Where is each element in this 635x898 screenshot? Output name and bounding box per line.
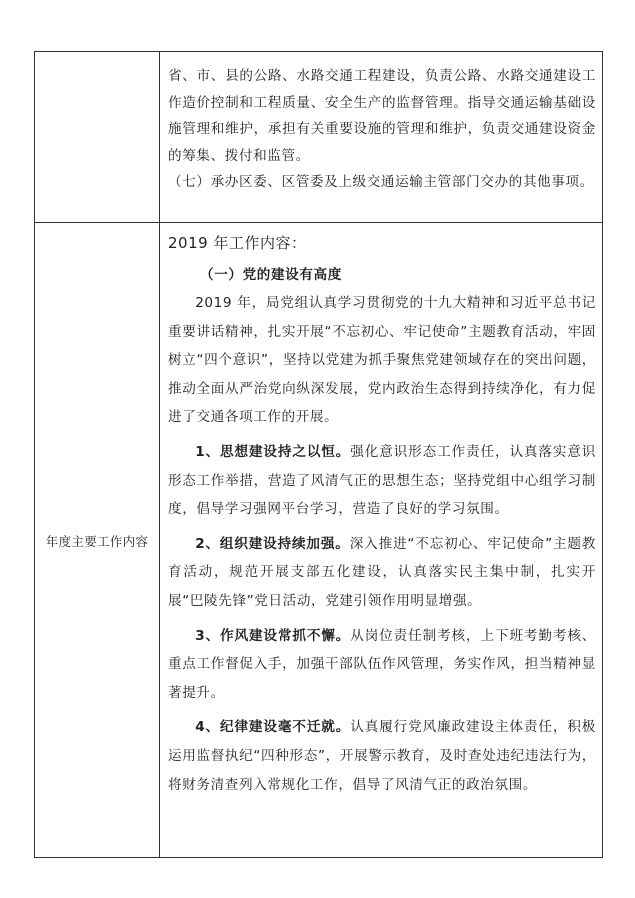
item-paragraph [168, 622, 596, 708]
row2-content-cell [160, 223, 602, 799]
item-text: 强化意识形态工作责任，认真落实意识形态工作举措，营造了风清气正的思想生态；坚持党组中心组学习制度，倡导学习强网平台学习，营造了良好的学习氛围。 [168, 443, 596, 518]
item-text: 深入推进“不忘初心、牢记使命”主题教育活动，规范开展支部五化建设，认真落实民主集中制，扎实开展“巴陵先锋”党日活动，党建引领作用明显增强。 [168, 535, 597, 609]
item-title: 3、作风建设常抓不懈。 [195, 627, 351, 644]
row1-content-cell [160, 52, 602, 196]
section-heading: 2019 年工作内容： [168, 234, 307, 252]
item-paragraph [168, 713, 596, 799]
item-text: 认真履行党风廉政建设主体责任，积极运用监督执纪“四种形态”，开展警示教育，及时查处违纪违法行为，将财务清查列入常规化工作，倡导了风清气正的政治氛围。 [168, 719, 596, 793]
item-text: 从岗位责任制考核，上下班考勤考核、重点工作督促入手，加强干部队伍作风管理，务实作风，担当精神显著提升。 [168, 627, 596, 701]
item-paragraph [168, 438, 596, 524]
work-table [34, 51, 603, 858]
item-title: 2、组织建设持续加强。 [195, 535, 350, 552]
duty-item-seven: （七）承办区委、区管委及上级交通运输主管部门交办的其他事项。 [168, 174, 594, 191]
item-title: 1、思想建设持之以恒。 [195, 443, 351, 460]
item-title: 4、纪律建设毫不迁就。 [195, 719, 351, 736]
intro-paragraph: 2019 年，局党组认真学习贯彻党的十九大精神和习近平总书记重要讲话精神，扎实开展“不忘初心、牢记使命”主题教育活动，牢固树立“四个意识”，坚持以党建为抓手聚焦党建领域存在的突出问题，推动全面从严治党向纵深发展，党内政治生态得到持续净化，有力促进了交通各项工作的开展。 [168, 295, 596, 426]
duty-paragraph: 省、市、县的公路、水路交通工程建设，负责公路、水路交通建设工作造价控制和工程质量、安全生产的监督管理。指导交通运输基础设施管理和维护，承担有关重要设施的管理和维护，负责交通建设资金的筹集、拨付和监管。 [168, 68, 596, 164]
section-title: （一）党的建设有高度 [200, 267, 342, 283]
row-label: 年度主要工作内容 [45, 533, 149, 549]
item-paragraph [168, 530, 596, 616]
